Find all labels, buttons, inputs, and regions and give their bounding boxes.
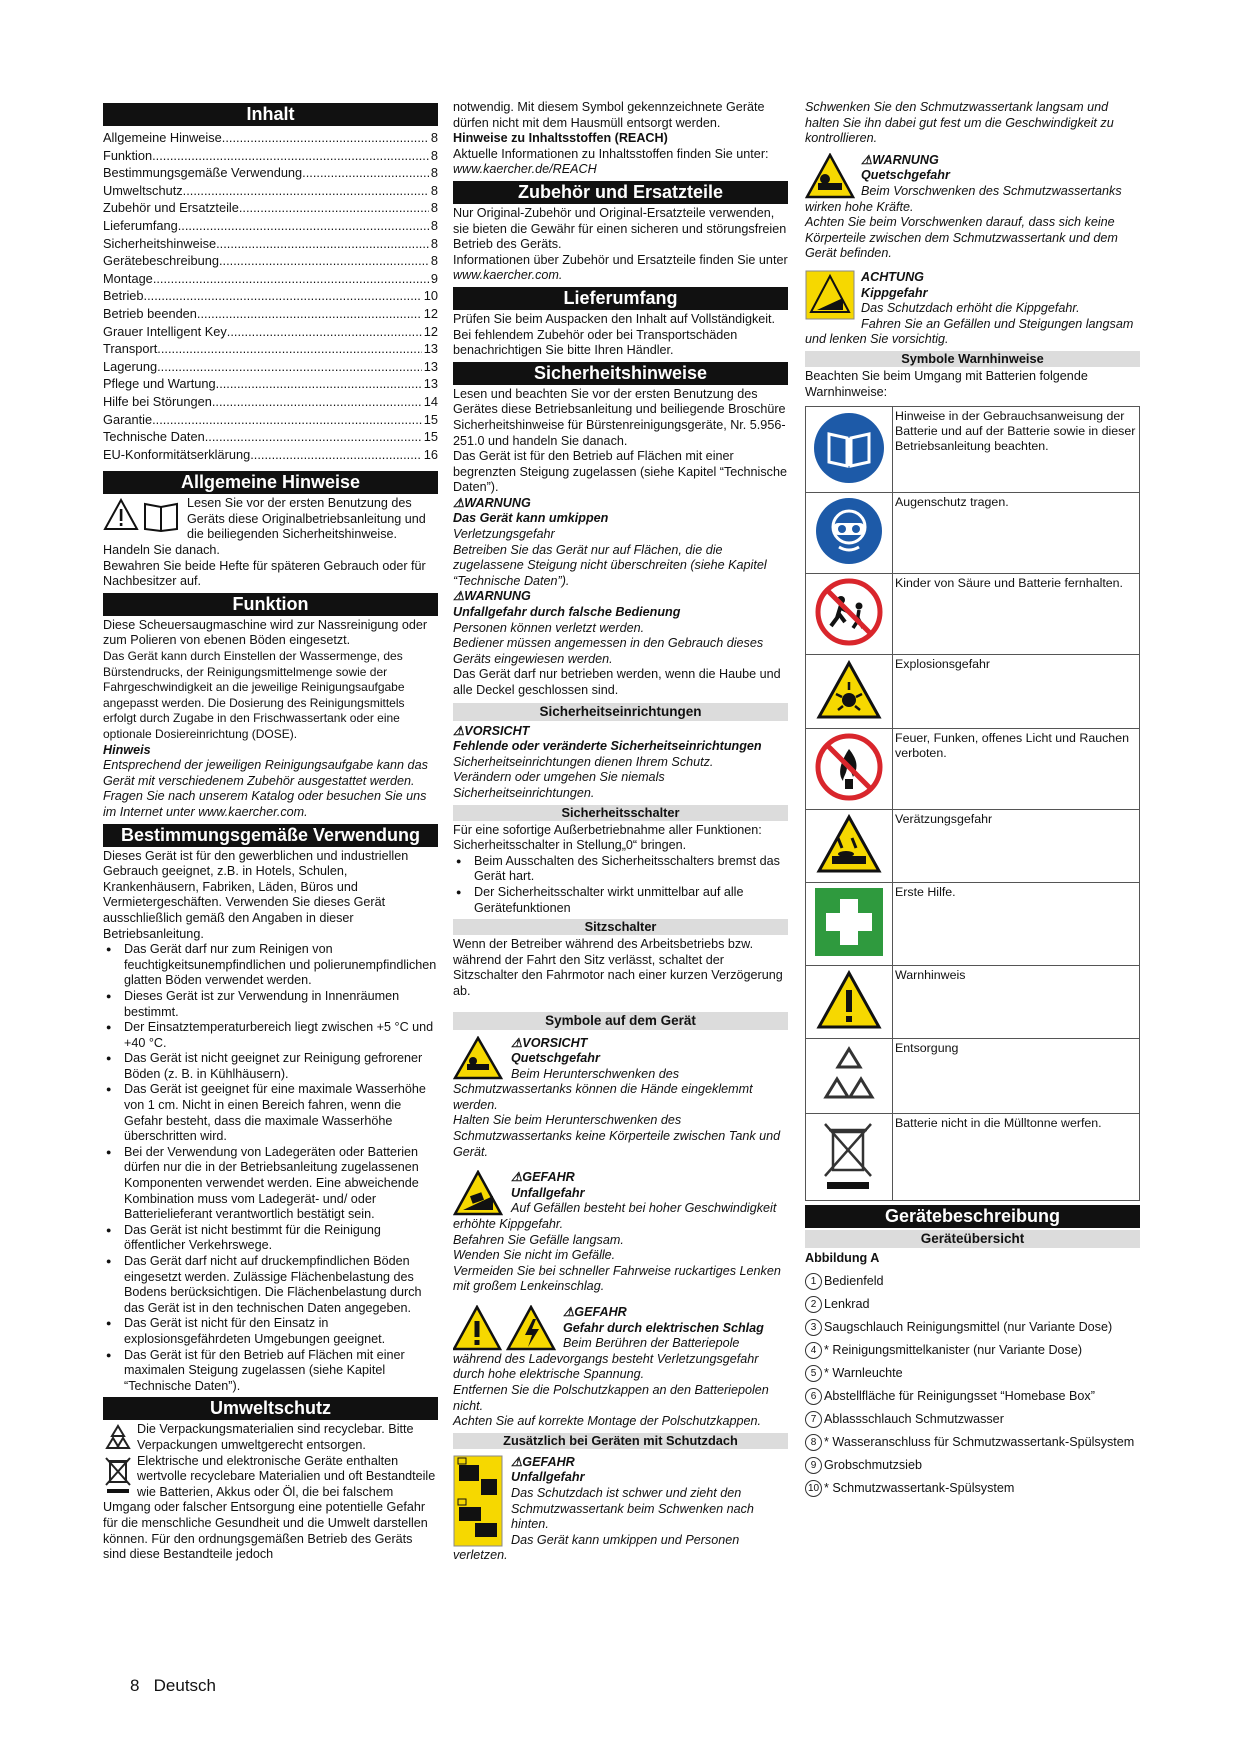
toc-dots [219, 252, 429, 270]
allgemeine-hinweise-block [103, 496, 438, 590]
toc-entry-page: 16 [423, 446, 438, 462]
sicherheit-text-2: Das Gerät ist für den Betrieb auf Flächen mit einer begrenzten Steigung zugelassen (siehe Kapitel “Technische Daten”). [453, 449, 787, 495]
a1-label: ACHTUNG [861, 269, 924, 284]
subsection-title-schutzdach: Zusätzlich bei Geräten mit Schutzdach [453, 1433, 788, 1449]
symbol-text: Kinder von Säure und Batterie fernhalten. [893, 574, 1140, 655]
toc-dots [250, 446, 422, 464]
symbol-warnung-quetschgefahr [805, 153, 1140, 262]
column-2 [453, 100, 788, 1564]
list-item: ● Das Gerät darf nicht auf druckempfindlichen Böden eingesetzt werden. Zulässige Flächenbelastung des Bodens berücksichtigen. Die Flächenbelastung durch das Gerät ist in den technischen Daten angegeben. [103, 1254, 438, 1316]
lieferumfang-text: Prüfen Sie beim Auspacken den Inhalt auf Vollständigkeit. Bei fehlendem Zubehör oder bei Transportschäden benachrichtigen Sie bitte Ihren Händler. [453, 311, 776, 358]
part-item [805, 1411, 1140, 1428]
s1-line-2: Halten Sie beim Herunterschwenken des Schmutzwassertanks keine Körperteile zwischen Tank und Gerät. [453, 1113, 781, 1159]
list-item: ● Das Gerät ist geeignet für eine maximale Wasserhöhe von 1 cm. Nicht in einen Bereich fahren, wenn die Gefahr besteht, dass die maximale Wasserhöhe überschritten wird. [103, 1082, 438, 1144]
list-item: ● Das Gerät ist nicht für den Einsatz in explosionsgefährdeten Umgebungen geeignet. [103, 1316, 438, 1347]
zubehoer-text-2-label: Informationen über Zubehör und Ersatzteile finden Sie unter [453, 252, 788, 267]
toc-entry[interactable] [103, 340, 438, 358]
s2-line-2: Befahren Sie Gefälle langsam. [453, 1232, 624, 1247]
toc-dots [222, 129, 429, 147]
symbol-gefahr-unfallgefahr [453, 1170, 788, 1295]
document-page [40, 60, 1200, 1720]
zubehoer-text-1: Nur Original-Zubehör und Original-Ersatzteile verwenden, sie bieten die Gewähr für einen sicheren und störungsfreien Betrieb des Geräts. [453, 205, 787, 252]
umweltschutz-block [103, 1422, 438, 1562]
symbol-row [806, 1039, 1140, 1114]
subsection-title-symbole-warnhinweise: Symbole Warnhinweise [805, 351, 1140, 367]
part-item [805, 1457, 1140, 1474]
toc-dots [152, 411, 422, 429]
tipping-hazard-icon [453, 1170, 503, 1216]
schwenk-text: Schwenken Sie den Schmutzwassertank langsam und halten Sie ihn dabei gut fest um die Geschwindigkeit zu kontrollieren. [805, 100, 1114, 146]
vorsicht-1-head: Fehlende oder veränderte Sicherheitseinrichtungen [453, 739, 762, 754]
s4-line-1: Das Schutzdach ist schwer und zieht den Schmutzwassertank beim Schwenken nach hinten. [511, 1485, 754, 1532]
s1-label: ⚠VORSICHT [511, 1035, 588, 1050]
page-language: Deutsch [153, 1676, 217, 1695]
symbole-warnhinweise-text: Beachten Sie beim Umgang mit Batterien folgende Warnhinweise: [805, 368, 1088, 399]
warnung-2-head: Unfallgefahr durch falsche Bedienung [453, 605, 681, 620]
part-label: Lenkrad [824, 1296, 870, 1311]
symbol-text: Warnhinweis [893, 966, 1140, 1039]
toc-entry-page: 8 [430, 182, 438, 198]
section-title-sicherheitshinweise: Sicherheitshinweise [453, 362, 788, 385]
toc-entry-title: Garantie [103, 411, 153, 427]
toc-entry-page: 13 [423, 341, 438, 357]
toc-entry-page: 8 [430, 200, 438, 216]
reach-text [453, 147, 788, 178]
toc-dots [216, 235, 429, 253]
crush-hazard-icon [453, 1036, 503, 1080]
toc-entry[interactable] [103, 147, 438, 165]
symbol-cell [806, 1039, 893, 1114]
part-label: Abstellfläche für Reinigungsset “Homebase Box” [824, 1388, 1095, 1403]
toc-entry-page: 10 [423, 288, 438, 304]
part-item [805, 1342, 1140, 1359]
part-number-badge: 5 [805, 1365, 822, 1382]
allgemeine-hinweise-text-1: Lesen Sie vor der ersten Benutzung des Geräts diese Originalbetriebsanleitung und die beiliegenden Sicherheitshinweise. Handeln Sie danach. [103, 496, 426, 558]
list-item: ● Bei der Verwendung von Ladegeräten oder Batterien dürfen nur die in der Betriebsanleitung zugelassenen Komponenten verwendet werden. Eine abweichende Kombination muss vom Ladegerät- und/ oder Batterielieferant verantwortlich bestätigt sein. [103, 1145, 438, 1223]
s2-line-1: Auf Gefällen besteht bei hoher Geschwindigkeit erhöhte Kippgefahr. [453, 1201, 777, 1232]
symbol-text: Entsorgung [893, 1039, 1140, 1114]
warnung-1-head: Das Gerät kann umkippen [453, 511, 609, 526]
subsection-title-sitzschalter: Sitzschalter [453, 919, 788, 935]
toc-entry-title: Gerätebeschreibung [103, 253, 219, 269]
part-number-badge: 6 [805, 1388, 822, 1405]
w3-head: Quetschgefahr [861, 168, 950, 183]
toc-entry-page: 8 [430, 235, 438, 251]
subsection-title-sicherheitseinrichtungen: Sicherheitseinrichtungen [453, 703, 788, 721]
symbol-text: Hinweise in der Gebrauchsanweisung der Batterie und auf der Batterie sowie in dieser Betriebsanleitung beachten. [893, 407, 1140, 493]
part-number-badge: 7 [805, 1411, 822, 1428]
abbildung-label: Abbildung A [805, 1251, 880, 1266]
part-label: * Wasseranschluss für Schmutzwassertank-Spülsystem [824, 1434, 1135, 1449]
part-item [805, 1296, 1140, 1313]
symbol-row [806, 883, 1140, 966]
w3-label: ⚠WARNUNG [861, 152, 939, 167]
part-item [805, 1319, 1140, 1336]
reach-link[interactable]: www.kaercher.de/REACH [453, 162, 597, 177]
section-title-funktion: Funktion [103, 593, 438, 616]
list-item: ● Das Gerät darf nur zum Reinigen von feuchtigkeitsunempfindlichen und polierunempfindlichen glatten Böden verwendet werden. [103, 942, 438, 989]
toc-dots [157, 358, 422, 376]
toc-entry[interactable] [103, 393, 438, 411]
part-number-badge: 9 [805, 1457, 822, 1474]
toc-entry-title: Betrieb beenden [103, 305, 197, 321]
section-title-geraetebeschreibung: Gerätebeschreibung [805, 1205, 1140, 1228]
toc-dots [212, 393, 422, 411]
toc-dots [157, 340, 421, 358]
kaercher-link[interactable]: www.kaercher.com. [453, 268, 563, 283]
symbol-text: Augenschutz tragen. [893, 493, 1140, 574]
s2-head: Unfallgefahr [511, 1185, 585, 1200]
symbol-cell [806, 729, 893, 810]
part-number-badge: 4 [805, 1342, 822, 1359]
sicherheitsschalter-text: Für eine sofortige Außerbetriebnahme aller Funktionen: Sicherheitsschalter in Stellung„0“ bringen. [453, 822, 762, 853]
toc-dots [216, 375, 422, 393]
symbol-text: Explosionsgefahr [893, 655, 1140, 729]
symbol-cell [806, 883, 893, 966]
s3-line-3: Achten Sie auf korrekte Montage der Polschutzkappen. [453, 1414, 762, 1429]
part-label: * Reinigungsmittelkanister (nur Variante Dose) [824, 1342, 1083, 1357]
symbol-text: Verätzungsgefahr [893, 810, 1140, 883]
read-manual-icon [813, 412, 885, 484]
crossed-bin-icon [103, 1454, 133, 1496]
subsection-title-symbole-auf-dem-geraet: Symbole auf dem Gerät [453, 1012, 788, 1030]
toc-entry-page: 12 [423, 323, 438, 339]
toc-entry[interactable] [103, 305, 438, 323]
part-number-badge: 2 [805, 1296, 822, 1313]
part-label: Ablassschlauch Schmutzwasser [824, 1411, 1004, 1426]
part-number-badge: 1 [805, 1273, 822, 1290]
toc-entry-title: EU-Konformitätserklärung [103, 446, 251, 462]
s1-line-1: Beim Herunterschwenken des Schmutzwassertanks können die Hände eingeklemmt werden. [453, 1066, 753, 1112]
part-number-badge: 8 [805, 1434, 822, 1451]
toc-entry-title: Betrieb [103, 288, 144, 304]
first-aid-icon [814, 887, 884, 957]
s2-label: ⚠GEFAHR [511, 1170, 575, 1185]
list-item: ● Der Sicherheitsschalter wirkt unmittelbar auf alle Gerätefunktionen [453, 885, 788, 916]
warnung-1-line-1: Verletzungsgefahr [453, 527, 555, 542]
part-item [805, 1365, 1140, 1382]
part-label: Grobschmutzsieb [824, 1457, 922, 1472]
symbol-row [806, 966, 1140, 1039]
s4-head: Unfallgefahr [511, 1470, 585, 1485]
symbol-achtung-kippgefahr [805, 270, 1140, 348]
reach-title: Hinweise zu Inhaltsstoffen (REACH) [453, 131, 668, 146]
section-title-inhalt: Inhalt [103, 103, 438, 126]
symbol-gefahr-schutzdach [453, 1455, 788, 1564]
toc-dots [227, 323, 422, 341]
vorsicht-1-line-1: Sicherheitseinrichtungen dienen Ihrem Schutz. [453, 754, 714, 769]
toc-entry-title: Lagerung [103, 358, 158, 374]
toc-entry[interactable] [103, 217, 438, 235]
symbol-row [806, 493, 1140, 574]
toc-entry-page: 12 [423, 305, 438, 321]
column-1 [103, 100, 438, 1563]
funktion-text-1: Diese Scheuersaugmaschine wird zur Nassreinigung oder zum Polieren von ebenen Böden eingesetzt. [103, 617, 428, 648]
part-item [805, 1434, 1140, 1451]
funktion-text-2: Das Gerät kann durch Einstellen der Wassermenge, des Bürstendrucks, der Reinigungsmittelmenge sowie der Fahrgeschwindigkeit an die jeweilige Reinigungsaufgabe angepasst werden. Die Dosierung des Reinigungsmittels erfolgt durch Zugabe in den Frischwassertank oder eine optionale Dosiereinrichtung (DOSE). [103, 649, 405, 741]
toc-entry-title: Hilfe bei Störungen [103, 393, 212, 409]
toc-dots [302, 164, 429, 182]
symbol-cell [806, 574, 893, 655]
toc-entry-title: Bestimmungsgemäße Verwendung [103, 165, 303, 181]
section-title-zubehoer: Zubehör und Ersatzteile [453, 181, 788, 204]
sitzschalter-text: Wenn der Betreiber während des Arbeitsbetriebs bzw. während der Fahrt den Sitz verlässt, schaltet der Sitzschalter den Fahrmotor nach einer kurzen Verzögerung ab. [453, 937, 783, 998]
a1-line-2: Fahren Sie an Gefällen und Steigungen langsam und lenken Sie vorsichtig. [805, 316, 1134, 347]
explosion-hazard-icon [816, 660, 882, 720]
toc-entry-title: Pflege und Wartung [103, 376, 216, 392]
toc-entry-page: 9 [430, 270, 438, 286]
roof-tipping-hazard-icon [453, 1455, 503, 1547]
toc-entry-title: Transport [103, 341, 158, 357]
toc-entry-page: 14 [423, 393, 438, 409]
symbol-text: Feuer, Funken, offenes Licht und Rauchen verboten. [893, 729, 1140, 810]
toc-entry[interactable] [103, 129, 438, 147]
crush-hazard-icon-2 [805, 153, 855, 199]
symbol-cell [806, 493, 893, 574]
symbol-cell [806, 966, 893, 1039]
battery-warning-symbols-table [805, 406, 1140, 1201]
toc-entry[interactable] [103, 428, 438, 446]
toc-entry[interactable] [103, 164, 438, 182]
part-label: * Schmutzwassertank-Spülsystem [824, 1480, 1015, 1495]
umweltschutz-text-1: Die Verpackungsmaterialien sind recyclebar. Bitte Verpackungen umweltgerecht entsorgen. [137, 1422, 414, 1452]
toc-entry-page: 15 [423, 429, 438, 445]
toc-entry-page: 13 [423, 376, 438, 392]
toc-dots [144, 287, 422, 305]
symbol-text: Batterie nicht in die Mülltonne werfen. [893, 1114, 1140, 1201]
w3-line-1: Beim Vorschwenken des Schmutzwassertanks wirken hohe Kräfte. [805, 183, 1122, 214]
corrosion-hazard-icon [816, 814, 882, 874]
warnung-1-line-2: Betreiben Sie das Gerät nur auf Flächen, die die zugelassene Steigung nicht überschreiten (siehe Kapitel “Technische Daten”). [453, 542, 767, 588]
toc-entry[interactable] [103, 323, 438, 341]
toc-dots [153, 270, 429, 288]
toc-entry-page: 8 [430, 253, 438, 269]
page-footer [130, 1676, 216, 1696]
part-label: Saugschlauch Reinigungsmittel (nur Variante Dose) [824, 1319, 1113, 1334]
s2-line-4: Vermeiden Sie bei schneller Fahrweise ruckartiges Lenken mit großem Lenkeinschlag. [453, 1263, 781, 1294]
section-title-lieferumfang: Lieferumfang [453, 287, 788, 310]
toc-entry[interactable] [103, 446, 438, 464]
toc-entry-title: Grauer Intelligent Key [103, 323, 227, 339]
funktion-hinweis-text: Entsprechend der jeweiligen Reinigungsaufgabe kann das Gerät mit verschiedenem Zubehör ausgestattet werden. Fragen Sie nach unserem Katalog oder besuchen Sie uns im Internet unter www.kaercher.com. [103, 758, 428, 819]
warnung-2-line-3: Das Gerät darf nur betrieben werden, wenn die Haube und alle Deckel geschlossen sind. [453, 667, 781, 697]
s4-label: ⚠GEFAHR [511, 1454, 575, 1469]
umweltschutz-continued-text: notwendig. Mit diesem Symbol gekennzeichnete Geräte dürfen nicht mit dem Hausmüll entsorgt werden. [453, 100, 765, 130]
part-label: Bedienfeld [824, 1273, 884, 1288]
symbol-text: Erste Hilfe. [893, 883, 1140, 966]
umweltschutz-text-2: Elektrische und elektronische Geräte enthalten wertvolle recyclebare Materialien und oft Bestandteile wie Batterien, Akkus oder Öl, die bei falschem Umgang oder falscher Entsorgung eine potentielle Gefahr für die menschliche Gesundheit und die Umwelt darstellen können. Für den ordnungsgemäßen Betrieb des Geräts sind diese Bestandteile jedoch [103, 1453, 436, 1562]
symbol-row [806, 810, 1140, 883]
toc-entry[interactable] [103, 199, 438, 217]
s1-head: Quetschgefahr [511, 1051, 600, 1066]
list-item: ● Das Gerät ist für den Betrieb auf Flächen mit einer maximalen Steigung zugelassen (siehe Kapitel “Technische Daten”). [103, 1348, 438, 1395]
toc-entry-title: Lieferumfang [103, 217, 178, 233]
vorsicht-1-line-2: Verändern oder umgehen Sie niemals Sicherheitseinrichtungen. [453, 770, 665, 800]
allgemeine-hinweise-text-2: Bewahren Sie beide Hefte für späteren Gebrauch oder für Nachbesitzer auf. [103, 558, 426, 589]
warnung-1-label: ⚠WARNUNG [453, 495, 531, 510]
symbol-row [806, 729, 1140, 810]
toc-entry-title: Sicherheitshinweise [103, 235, 217, 251]
toc-entry[interactable] [103, 270, 438, 288]
toc-entry[interactable] [103, 411, 438, 429]
toc-entry-page: 13 [423, 358, 438, 374]
symbol-row [806, 655, 1140, 729]
symbol-cell [806, 655, 893, 729]
w3-line-2: Achten Sie beim Vorschwenken darauf, dass sich keine Körperteile zwischen dem Schmutzwassertank und dem Gerät befinden. [805, 215, 1118, 261]
toc-entry-title: Funktion [103, 147, 153, 163]
section-title-bestimmungsgemaesse-verwendung: Bestimmungsgemäße Verwendung [103, 824, 438, 847]
toc-entry-title: Montage [103, 270, 153, 286]
symbol-cell [806, 810, 893, 883]
symbol-row [806, 1114, 1140, 1201]
a1-line-1: Das Schutzdach erhöht die Kippgefahr. [861, 301, 1080, 316]
symbol-cell [806, 1114, 893, 1201]
recycling-icon [103, 1422, 133, 1452]
list-item: ● Der Einsatztemperaturbereich liegt zwischen +5 °C und +40 °C. [103, 1020, 438, 1051]
symbol-gefahr-elektrisch [453, 1305, 788, 1430]
toc-entry[interactable] [103, 287, 438, 305]
toc-entry-title: Technische Daten [103, 429, 205, 445]
toc-entry[interactable] [103, 358, 438, 376]
subsection-title-geraeteuebersicht: Geräteübersicht [805, 1230, 1140, 1248]
keep-children-away-icon [815, 578, 883, 646]
sicherheit-text-1: Lesen und beachten Sie vor der ersten Benutzung des Gerätes diese Betriebsanleitung und beiliegende Broschüre Sicherheitshinweise für Bürstenreinigungsgeräte, Nr. 5.956-251.0 und handeln Sie danach. [453, 386, 786, 448]
warnung-2-line-1: Personen können verletzt werden. [453, 620, 645, 635]
part-number-badge: 3 [805, 1319, 822, 1336]
reach-text-label: Aktuelle Informationen zu Inhaltsstoffen finden Sie unter: [453, 146, 769, 161]
parts-list [805, 1273, 1140, 1497]
no-open-flame-icon [815, 733, 883, 801]
warnung-2-line-2: Bediener müssen angemessen in den Gebrauch dieses Geräts eingewiesen werden. [453, 636, 764, 666]
toc-entry-page: 8 [430, 147, 438, 163]
zubehoer-text-2 [453, 253, 788, 284]
toc-entry-page: 8 [430, 165, 438, 181]
part-item [805, 1480, 1140, 1497]
list-item: ● Das Gerät ist nicht geeignet zur Reinigung gefrorener Böden (z. B. in Kühlhäusern). [103, 1051, 438, 1082]
s3-line-1: Beim Berühren der Batteriepole während des Ladevorgangs besteht Verletzungsgefahr durch hohe elektrische Spannung. [453, 1336, 759, 1382]
symbol-row [806, 574, 1140, 655]
list-item: ● Dieses Gerät ist zur Verwendung in Innenräumen bestimmt. [103, 989, 438, 1020]
s4-line-2: Das Gerät kann umkippen und Personen verletzen. [453, 1532, 740, 1563]
subsection-title-sicherheitsschalter: Sicherheitsschalter [453, 805, 788, 821]
sicherheitsschalter-list [453, 854, 788, 916]
general-warning-icon [816, 970, 882, 1030]
list-item: ● Das Gerät ist nicht bestimmt für die Reinigung öffentlicher Verkehrswege. [103, 1223, 438, 1254]
crossed-wheelie-bin-icon [819, 1118, 879, 1192]
toc-entry-title: Zubehör und Ersatzteile [103, 200, 239, 216]
part-item [805, 1388, 1140, 1405]
toc-entry[interactable] [103, 252, 438, 270]
s3-line-2: Entfernen Sie die Polschutzkappen an den Batteriepolen nicht. [453, 1382, 769, 1413]
warning-and-electric-icons [453, 1305, 557, 1351]
section-title-umweltschutz: Umweltschutz [103, 1397, 438, 1420]
toc-dots [239, 199, 429, 217]
toc-entry-title: Umweltschutz [103, 182, 183, 198]
toc-entry-title: Allgemeine Hinweise [103, 130, 222, 145]
bestimmung-text-1: Dieses Gerät ist für den gewerblichen und industriellen Gebrauch geeignet, z.B. in Hotels, Schulen, Krankenhäusern, Fabriken, Läden, Büros und Vermietergeschäften. Verwenden Sie dieses Gerät ausschließlich gemäß den Angaben in dieser Betriebsanleitung. [103, 848, 409, 941]
toc-entry[interactable] [103, 235, 438, 253]
s2-line-3: Wenden Sie nicht im Gefälle. [453, 1248, 616, 1263]
funktion-hinweis-label: Hinweis [103, 742, 151, 757]
symbol-row [806, 407, 1140, 493]
part-item [805, 1273, 1140, 1290]
part-label: * Warnleuchte [824, 1365, 903, 1380]
warning-and-manual-icon [103, 498, 181, 532]
toc-dots [152, 147, 429, 165]
toc-dots [183, 182, 429, 200]
recycling-disposal-icon [816, 1043, 882, 1105]
column-3 [805, 100, 1140, 1503]
table-of-contents [103, 129, 438, 463]
toc-dots [205, 428, 422, 446]
page-number: 8 [130, 1676, 140, 1695]
toc-entry-page: 15 [423, 411, 438, 427]
bestimmung-list [103, 942, 438, 1394]
part-number-badge: 10 [805, 1480, 822, 1497]
section-title-allgemeine-hinweise: Allgemeine Hinweise [103, 471, 438, 494]
toc-entry[interactable] [103, 375, 438, 393]
warnung-2-label: ⚠WARNUNG [453, 589, 531, 604]
toc-dots [178, 217, 429, 235]
toc-entry-page: 8 [430, 130, 438, 145]
toc-dots [197, 305, 422, 323]
symbol-vorsicht-quetschgefahr [453, 1036, 788, 1161]
s3-label: ⚠GEFAHR [563, 1305, 627, 1319]
vorsicht-1-label: ⚠VORSICHT [453, 723, 530, 738]
roof-tip-icon [805, 270, 855, 320]
eye-protection-icon [815, 497, 883, 565]
a1-head: Kippgefahr [861, 285, 928, 300]
list-item: ● Beim Ausschalten des Sicherheitsschalters bremst das Gerät hart. [453, 854, 788, 885]
toc-entry[interactable] [103, 182, 438, 200]
toc-entry-page: 8 [430, 217, 438, 233]
symbol-cell [806, 407, 893, 493]
s3-head: Gefahr durch elektrischen Schlag [563, 1320, 764, 1335]
